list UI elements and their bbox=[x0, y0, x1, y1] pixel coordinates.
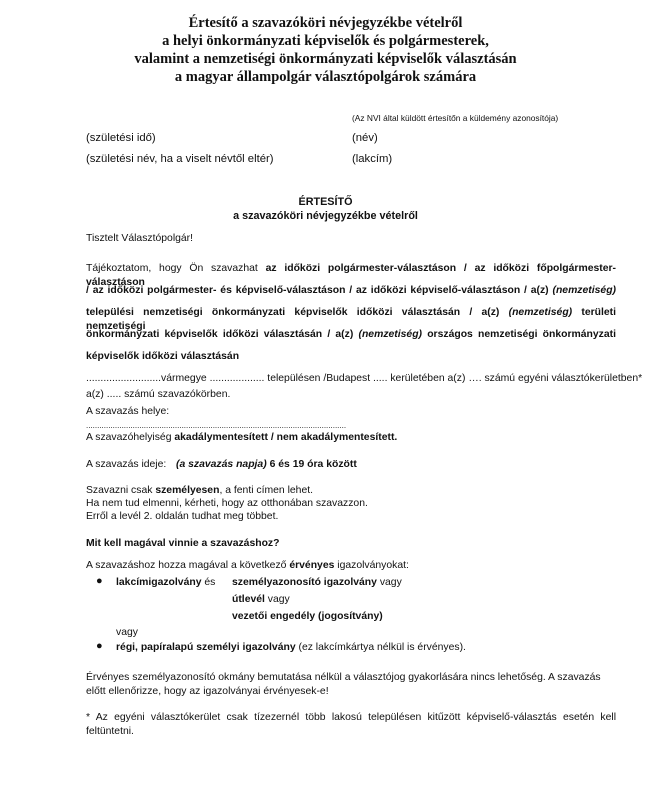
doc-license: vezetői engedély (jogosítvány) bbox=[232, 611, 383, 622]
intro-end-3: területi nemzetiségi bbox=[86, 307, 617, 332]
bring-heading: Mit kell magával vinnie a szavazáshoz? bbox=[86, 538, 280, 549]
doc-passport bbox=[232, 593, 290, 607]
doc-old-id-label: régi, papíralapú személyi igazolvány bbox=[116, 642, 296, 653]
doc-old-id bbox=[116, 641, 466, 655]
birth-date-field: (születési idő) bbox=[86, 132, 156, 144]
accessibility-status: akadálymentesített / nem akadálymentesített. bbox=[174, 432, 398, 443]
voting-time-value bbox=[176, 458, 357, 472]
in-person-bold: személyesen bbox=[155, 485, 220, 496]
intro-line-2 bbox=[86, 284, 616, 298]
doc-address-card bbox=[116, 576, 215, 590]
location-label: A szavazás helye: bbox=[86, 406, 170, 417]
bring-intro-plain: A szavazáshoz hozza magával a következő bbox=[86, 560, 290, 571]
notice-heading: ÉRTESÍTŐ bbox=[298, 196, 353, 208]
accessibility-plain: A szavazóhelyiség bbox=[86, 432, 175, 443]
bring-intro bbox=[86, 559, 409, 573]
doc-old-id-note: (ez lakcímkártya nélkül is érvényes). bbox=[295, 642, 466, 653]
in-person-line bbox=[86, 484, 313, 498]
title-line-3: valamint a nemzetiségi önkormányzati képviselők választásán bbox=[134, 51, 517, 67]
intro-end-4: országos nemzetiségi önkormányzati bbox=[427, 329, 616, 340]
intro-line-5: képviselők időközi választásán bbox=[86, 351, 240, 362]
title-line-1: Értesítő a szavazóköri névjegyzékbe vételről bbox=[188, 15, 463, 31]
footnote: * Az egyéni választókerület csak tízezernél több lakosú településen kitűzött képviselő-választás esetén kell feltüntetni. bbox=[86, 712, 616, 737]
voting-time-label: A szavazás ideje: bbox=[86, 459, 167, 470]
in-person-plain-1: Szavazni csak bbox=[86, 485, 156, 496]
doc-or-word-1: vagy bbox=[376, 577, 402, 588]
bring-intro-bold: érvényes bbox=[289, 560, 335, 571]
title-line-4: a magyar állampolgár választópolgárok számára bbox=[174, 69, 477, 85]
intro-bold-2: / az időközi polgármester- és képviselő-választáson / az időközi képviselő-választáson / a(z) bbox=[86, 285, 549, 296]
notice-subheading: a szavazóköri névjegyzékbe vételről bbox=[233, 210, 418, 222]
doc-address-card-label: lakcímigazolvány bbox=[116, 577, 202, 588]
birth-name-field: (születési név, ha a viselt névtől eltér) bbox=[86, 153, 274, 165]
bullet-icon: ● bbox=[96, 575, 103, 587]
nvi-note: (Az NVI által küldött értesítőn a küldemény azonosítója) bbox=[352, 113, 559, 123]
doc-id-card-label: személyazonosító igazolvány bbox=[232, 577, 377, 588]
doc-id-card bbox=[232, 576, 402, 590]
nationality-2: (nemzetiség) bbox=[508, 307, 573, 318]
district-line: ..........................vármegye ................... településen /Budapest ..... kerületében a(z) …. számú egyéni választókerületben* bbox=[86, 373, 643, 384]
polling-station-line: a(z) ..... számú szavazókörben. bbox=[86, 389, 231, 400]
nationality-3: (nemzetiség) bbox=[358, 329, 423, 340]
or-word: vagy bbox=[116, 627, 138, 638]
nationality-1: (nemzetiség) bbox=[552, 285, 616, 296]
document-title bbox=[120, 14, 531, 86]
in-person-plain-2: , a fenti címen lehet. bbox=[219, 485, 314, 496]
greeting: Tisztelt Választópolgár! bbox=[86, 233, 194, 244]
page2-reference: Erről a levél 2. oldalán tudhat meg többet. bbox=[86, 511, 279, 522]
intro-bold-1: az időközi polgármester-választáson / az időközi főpolgármester-választáson bbox=[86, 263, 616, 288]
intro-bold-4: önkormányzati képviselők időközi választásán / a(z) bbox=[86, 329, 354, 340]
intro-line-4 bbox=[86, 328, 616, 342]
location-value: ..................................................................................................................... bbox=[86, 421, 347, 430]
home-vote-line: Ha nem tud elmenni, kérheti, hogy az otthonában szavazzon. bbox=[86, 498, 368, 509]
validity-note: Érvényes személyazonosító okmány bemutatása nélkül a választójog gyakorlására nincs lehetőség. A szavazás előtt ellenőrizze, hogy az igazolványai érvényesek-e! bbox=[86, 672, 601, 697]
accessibility-line bbox=[86, 431, 397, 445]
voting-hours: 6 és 19 óra között bbox=[269, 459, 357, 470]
intro-bold-3: települési nemzetiségi önkormányzati képviselők időközi választásán / a(z) bbox=[86, 307, 500, 318]
doc-and-word: és bbox=[201, 577, 216, 588]
title-line-2: a helyi önkormányzati képviselők és polgármesterek, bbox=[162, 33, 489, 49]
doc-passport-label: útlevél bbox=[232, 594, 265, 605]
bullet-icon: ● bbox=[96, 640, 103, 652]
voting-day: (a szavazás napja) bbox=[176, 459, 267, 470]
name-field: (név) bbox=[352, 132, 378, 144]
address-field: (lakcím) bbox=[352, 153, 393, 165]
doc-or-word-2: vagy bbox=[264, 594, 290, 605]
intro-plain: Tájékoztatom, hogy Ön szavazhat bbox=[86, 263, 266, 274]
bring-intro-end: igazolványokat: bbox=[334, 560, 409, 571]
